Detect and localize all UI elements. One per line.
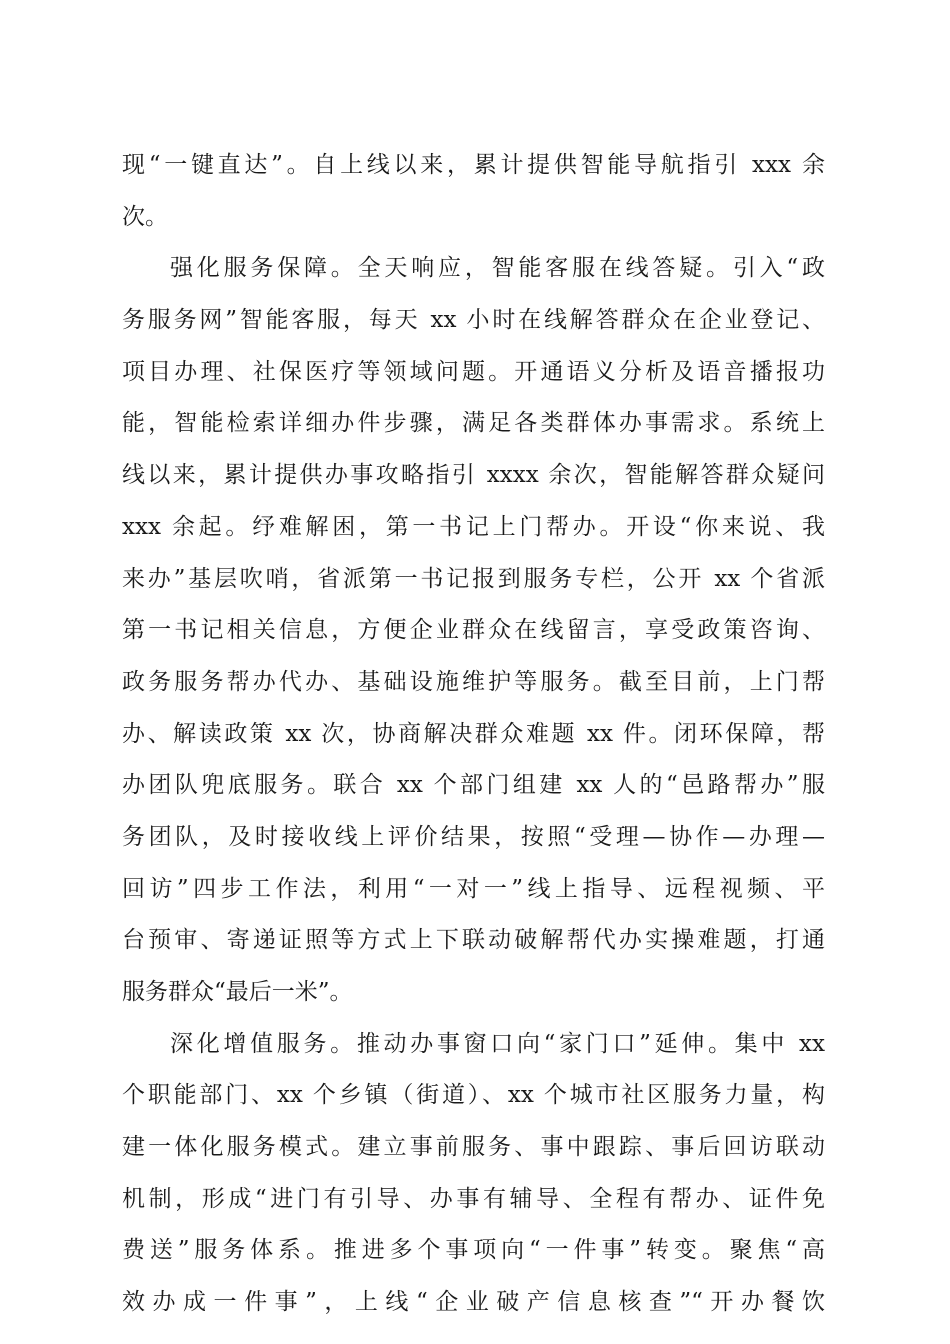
text-line: 项目办理、社保医疗等领域问题。开通语义分析及语音播报功 — [122, 358, 825, 385]
text-line: 办、解读政策 xx 次，协商解决群众难题 xx 件。闭环保障，帮 — [122, 720, 825, 747]
text-line: 费送”服务体系。推进多个事项向“一件事”转变。聚焦“高 — [122, 1237, 825, 1264]
document-body — [0, 140, 950, 1329]
text-line: 政务服务帮办代办、基础设施维护等服务。截至目前，上门帮 — [122, 668, 825, 695]
text-line: 来办”基层吹哨，省派第一书记报到服务专栏，公开 xx 个省派 — [122, 565, 825, 592]
text-line: 回访”四步工作法，利用“一对一”线上指导、远程视频、平 — [122, 875, 825, 902]
text-line: 务服务网”智能客服，每天 xx 小时在线解答群众在企业登记、 — [122, 307, 825, 334]
text-line: 效办成一件事”，上线“企业破产信息核查”“开办餐饮 — [122, 1289, 825, 1316]
text-line: 机制，形成“进门有引导、办事有辅导、全程有帮办、证件免 — [122, 1185, 825, 1212]
text-line: 能，智能检索详细办件步骤，满足各类群体办事需求。系统上 — [122, 410, 825, 437]
text-line: 建一体化服务模式。建立事前服务、事中跟踪、事后回访联动 — [122, 1134, 825, 1161]
paragraph-first-line: 深化增值服务。推动办事窗口向“家门口”延伸。集中 xx — [170, 1030, 825, 1057]
text-line: 次。 — [122, 203, 168, 230]
text-line: 务团队，及时接收线上评价结果，按照“受理—协作—办理— — [122, 823, 825, 850]
text-line: 办团队兜底服务。联合 xx 个部门组建 xx 人的“邑路帮办”服 — [122, 772, 825, 799]
paragraph-first-line: 强化服务保障。全天响应，智能客服在线答疑。引入“政 — [170, 255, 825, 282]
text-line: 线以来，累计提供办事攻略指引 xxxx 余次，智能解答群众疑问 — [122, 462, 825, 489]
text-line: 现“一键直达”。自上线以来，累计提供智能导航指引 xxx 余 — [122, 152, 825, 178]
text-line: xxx 余起。纾难解困，第一书记上门帮办。开设“你来说、我 — [122, 513, 825, 540]
text-line: 第一书记相关信息，方便企业群众在线留言，享受政策咨询、 — [122, 617, 825, 644]
text-line: 台预审、寄递证照等方式上下联动破解帮代办实操难题，打通 — [122, 927, 825, 954]
text-line: 个职能部门、xx 个乡镇（街道）、xx 个城市社区服务力量，构 — [122, 1082, 825, 1109]
text-line: 服务群众“最后一米”。 — [122, 979, 353, 1005]
